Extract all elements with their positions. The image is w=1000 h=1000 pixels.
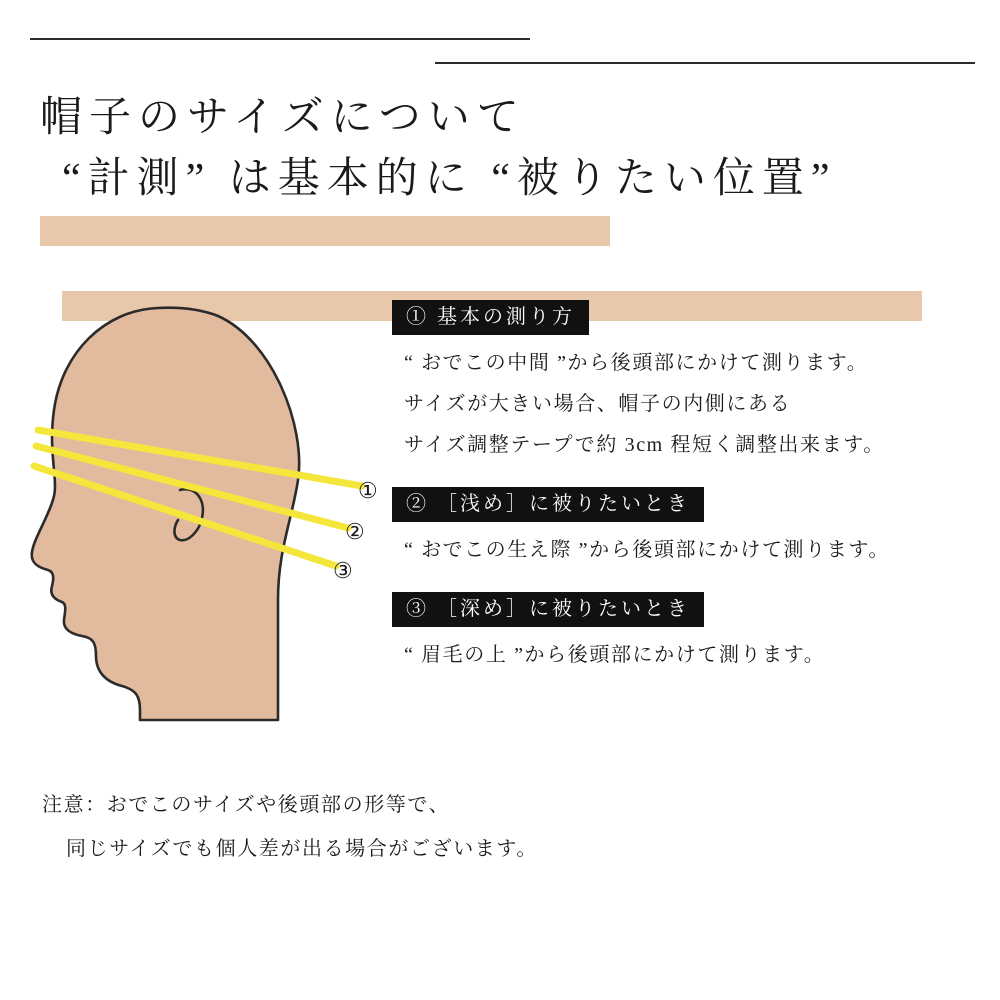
note-block (42, 790, 942, 878)
callout-2: ② (345, 519, 365, 544)
section-deep (392, 592, 992, 671)
headline-line-2: “計測” は基本的に “被りたい位置” (62, 155, 837, 202)
section-basic-line-3: サイズ調整テープで約 3cm 程短く調整出来ます。 (404, 434, 885, 456)
section-shallow-line-1: “ おでこの生え際 ”から後頭部にかけて測ります。 (404, 539, 890, 561)
instructions-column (392, 300, 992, 697)
section-shallow-label: ② ［浅め］に被りたいとき (392, 487, 704, 522)
section-basic-line-2: サイズが大きい場合、帽子の内側にある (404, 393, 792, 415)
section-basic-line-1: “ おでこの中間 ”から後頭部にかけて測ります。 (404, 352, 869, 374)
section-basic-label: ① 基本の測り方 (392, 300, 589, 335)
headline-line-1: 帽子のサイズについて (40, 95, 526, 141)
callout-1: ① (358, 478, 378, 503)
note-line-2: 同じサイズでも個人差が出る場合がございます。 (66, 838, 538, 860)
section-deep-line-1: “ 眉毛の上 ”から後頭部にかけて測ります。 (404, 644, 826, 666)
note-line-1: 注意：おでこのサイズや後頭部の形等で、 (42, 794, 451, 816)
section-basic-body (392, 347, 992, 461)
top-rule-right (435, 62, 975, 64)
callout-3: ③ (333, 558, 353, 583)
section-deep-label: ③ ［深め］に被りたいとき (392, 592, 704, 627)
section-shallow-body (392, 534, 992, 566)
top-rule-left (30, 38, 530, 40)
head-silhouette (32, 308, 299, 720)
section-basic (392, 300, 992, 461)
section-deep-body (392, 639, 992, 671)
section-shallow (392, 487, 992, 566)
page-title (0, 88, 1000, 210)
headline-highlight-1 (40, 216, 610, 246)
